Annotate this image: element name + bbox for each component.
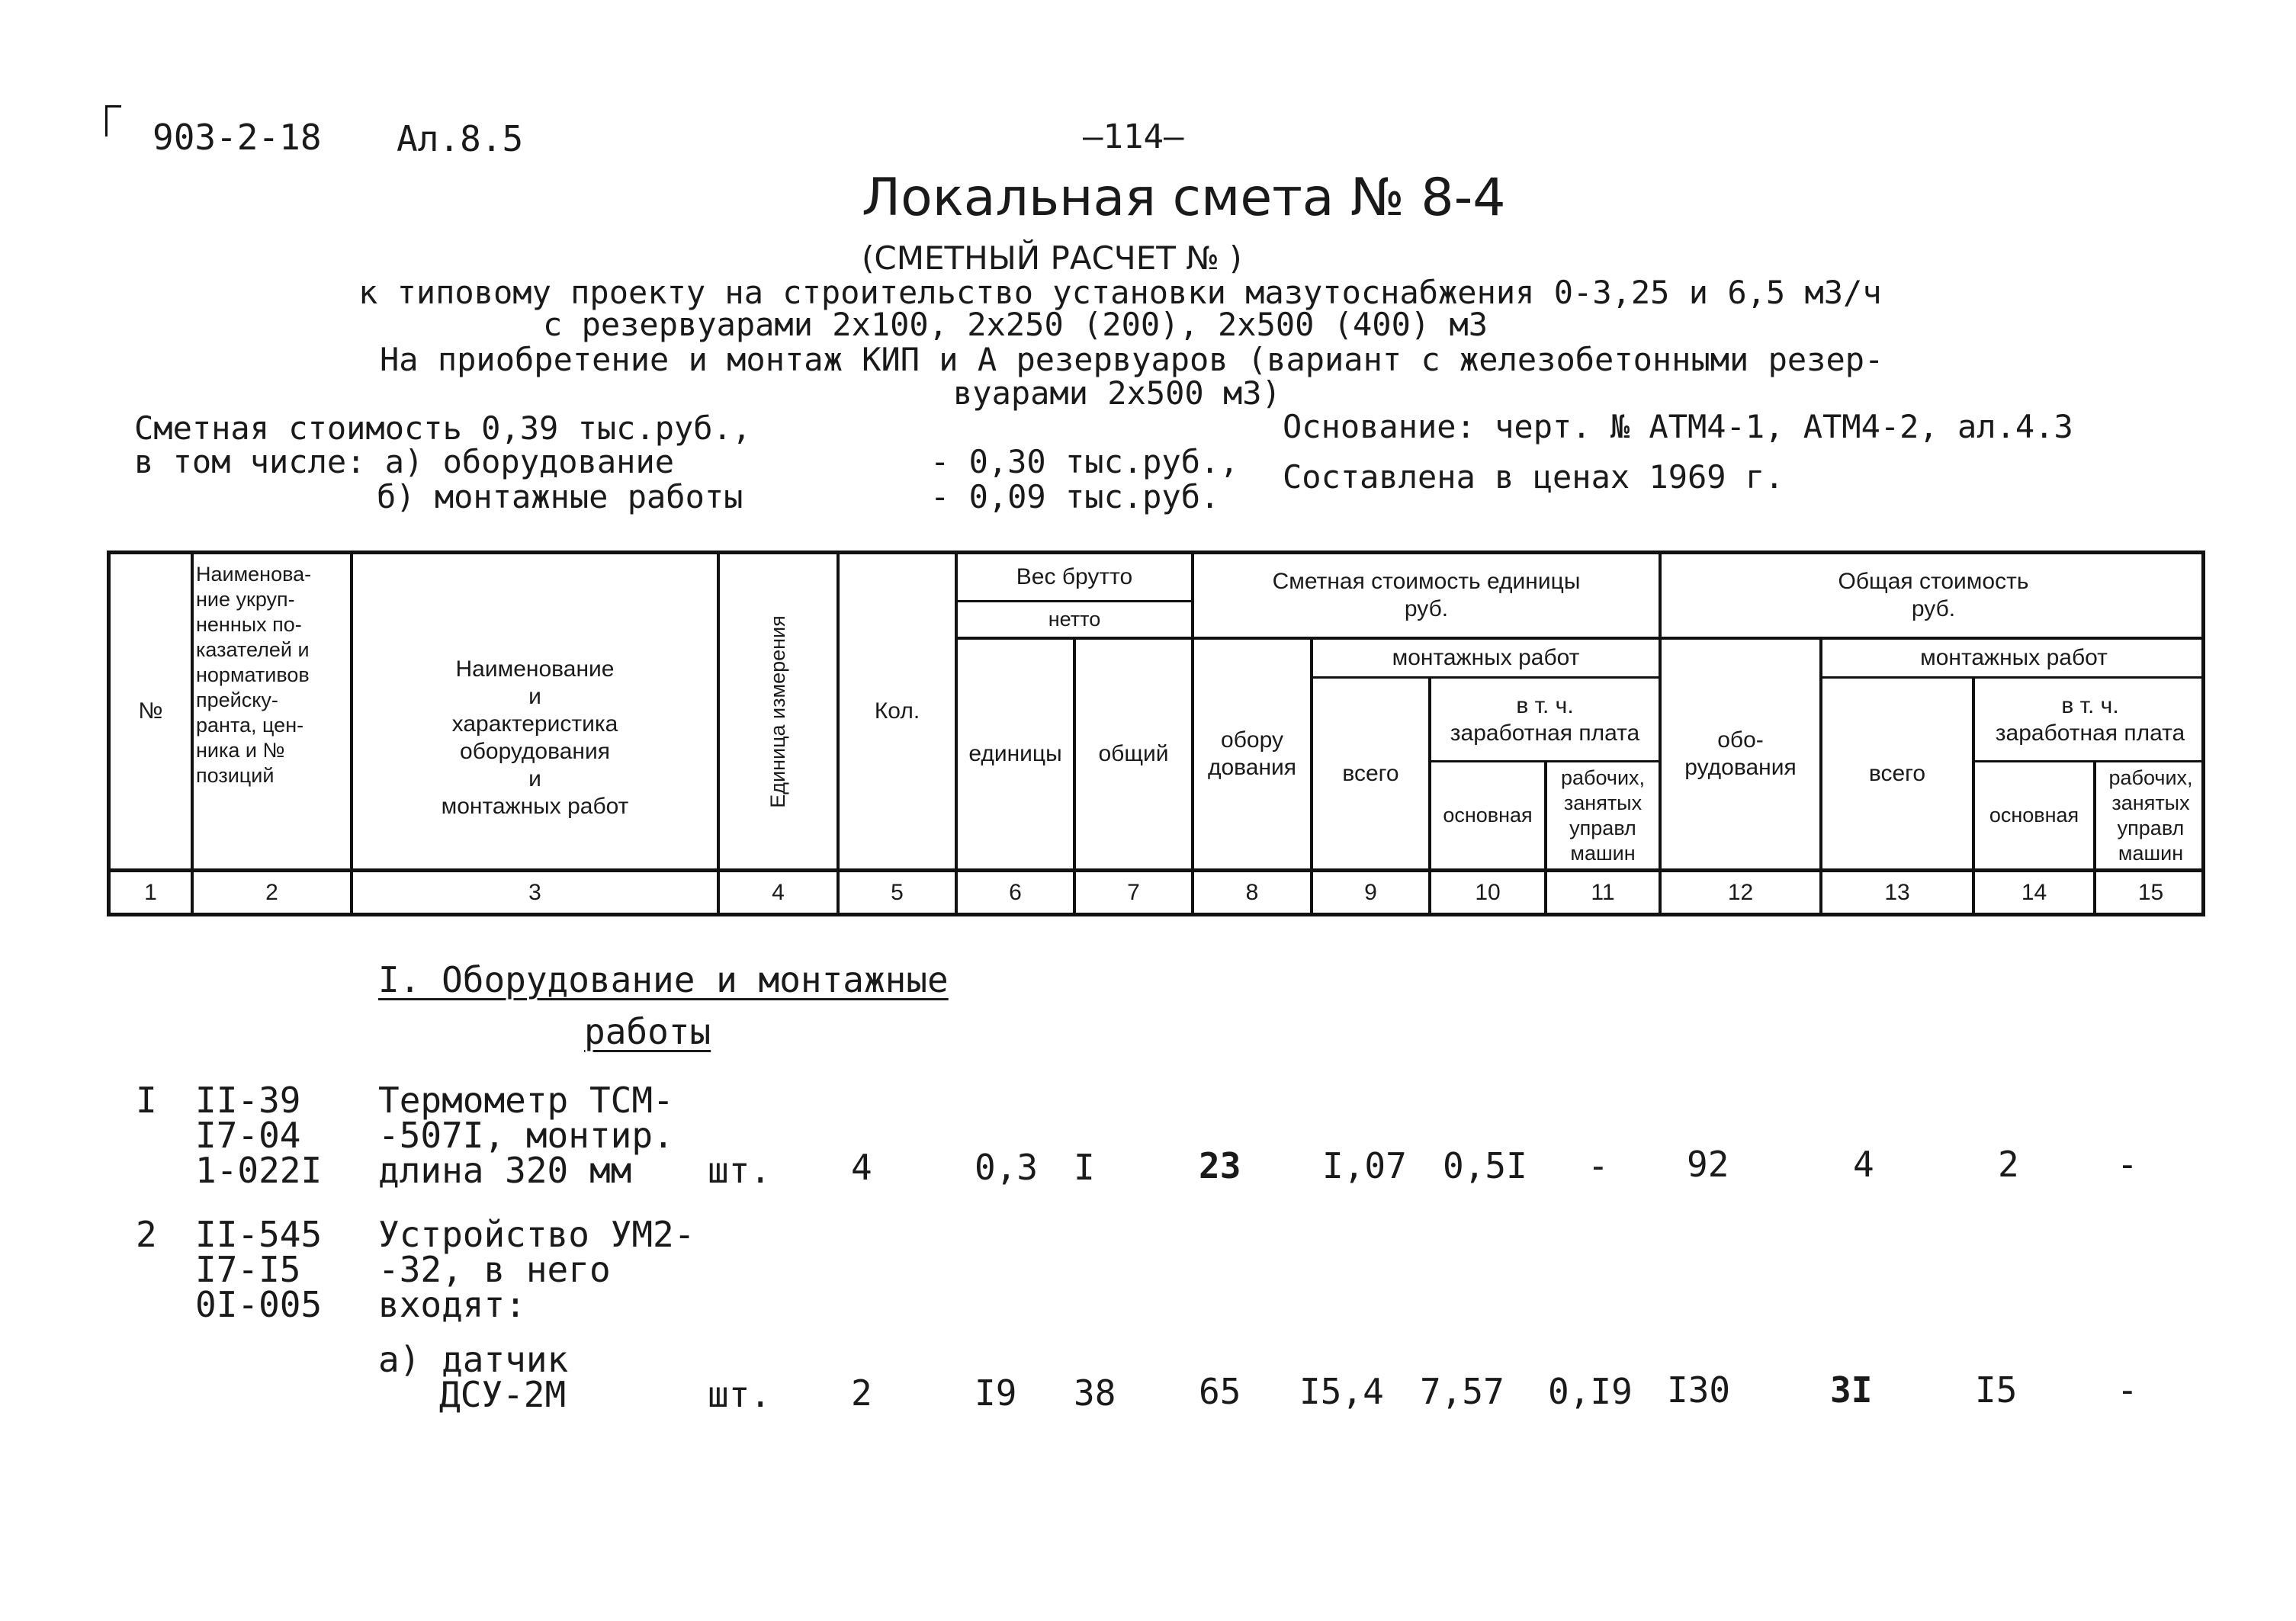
- norm-header-line: прейску-: [196, 689, 278, 711]
- row-total-equipment: I30: [1667, 1369, 1731, 1411]
- description-line-4: вуарами 2х500 м3): [953, 374, 1281, 412]
- col-index: 10: [1475, 879, 1501, 905]
- total-cost-header: Общая стоимость: [1838, 569, 2029, 594]
- estimated-cost: Сметная стоимость 0,39 тыс.руб.,: [134, 409, 752, 447]
- machine-workers2-header: рабочих,: [2108, 766, 2193, 789]
- col-index: 11: [1591, 879, 1615, 905]
- mounting-header: монтажных работ: [1392, 645, 1580, 670]
- row-total-machines: -: [2117, 1369, 2138, 1411]
- unit-cost-currency: руб.: [1404, 596, 1449, 621]
- col-index: 1: [144, 879, 157, 905]
- col-index: 7: [1127, 879, 1140, 905]
- row-code-line: II-545: [195, 1214, 323, 1255]
- row-cost-mounting: I5,4: [1299, 1371, 1384, 1412]
- col-index: 14: [2021, 879, 2047, 905]
- norm-header-line: Наименова-: [196, 563, 312, 586]
- basic-salary-header: основная: [1443, 804, 1533, 827]
- col-index: 3: [528, 879, 541, 905]
- mounting-works: б) монтажные работы: [377, 478, 743, 515]
- equipment-header: обору: [1221, 727, 1283, 753]
- row-code-line: I7-04: [195, 1115, 301, 1156]
- row-total-basic: I5: [1975, 1369, 2018, 1411]
- machine-workers-header: занятых: [1563, 791, 1643, 814]
- weight-net-header: нетто: [1048, 608, 1101, 631]
- section-title: I. Оборудование и монтажные: [378, 959, 949, 1000]
- norm-header-line: ника и №: [196, 739, 285, 762]
- row-name-line: длина 320 мм: [378, 1150, 632, 1191]
- row-qty: 4: [851, 1147, 872, 1188]
- salary2-header: заработная плата: [1995, 720, 2185, 746]
- row-code-line: 0I-005: [195, 1284, 323, 1325]
- row-total-equipment: 92: [1687, 1144, 1729, 1185]
- row-weight-total: I: [1074, 1147, 1095, 1188]
- row-weight-total: 38: [1074, 1372, 1116, 1414]
- row-cost-machines: -: [1588, 1145, 1609, 1186]
- norm-header-line: ранта, цен-: [196, 714, 304, 737]
- total-cost-currency: руб.: [1911, 596, 1956, 621]
- row-code-line: 1-022I: [195, 1150, 323, 1191]
- col-index: 4: [772, 879, 785, 905]
- row-code-line: I7-I5: [195, 1249, 301, 1290]
- weight-total-header: общий: [1098, 741, 1169, 766]
- total2-header: всего: [1868, 760, 1926, 786]
- album-number: Ал.8.5: [397, 118, 524, 159]
- col-index: 5: [891, 879, 904, 905]
- col-index: 9: [1364, 879, 1377, 905]
- norm-header-line: позиций: [196, 764, 275, 787]
- machine-workers2-header: управл: [2117, 816, 2185, 839]
- machine-workers2-header: машин: [2118, 841, 2184, 865]
- row-total-machines: -: [2117, 1144, 2138, 1185]
- name-header-line: и: [528, 684, 541, 709]
- qty-header: Кол.: [874, 698, 920, 724]
- col-index: 13: [1884, 879, 1910, 905]
- machine-workers-header: рабочих,: [1560, 766, 1646, 789]
- equipment2-header: обо-: [1717, 727, 1764, 753]
- page-subtitle: (СМЕТНЫЙ РАСЧЕТ № ): [862, 239, 1242, 277]
- row-name-line: -32, в него: [378, 1249, 611, 1290]
- subrow-name-line: а) датчик: [378, 1339, 569, 1380]
- norm-header-line: ненных по-: [196, 613, 302, 636]
- col-index: 8: [1245, 879, 1259, 905]
- description-line-3: На приобретение и монтаж КИП и А резервуаров (вариант с железобетонными резер-: [380, 341, 1884, 378]
- unit-header: Единица измерения: [766, 615, 790, 808]
- norm-header-line: нормативов: [196, 663, 310, 686]
- row-name-line: Устройство УМ2-: [378, 1214, 695, 1255]
- row-code-line: II-39: [195, 1080, 301, 1121]
- machine-workers-header: машин: [1570, 841, 1636, 865]
- col-index: 6: [1009, 879, 1022, 905]
- row-cost-equipment: 23: [1199, 1145, 1241, 1186]
- col-index: 15: [2137, 879, 2164, 905]
- weight-unit-header: единицы: [968, 741, 1062, 766]
- total-header: всего: [1342, 760, 1399, 786]
- row-cost-basic: 0,5I: [1443, 1145, 1527, 1186]
- page-number: —114—: [1083, 117, 1184, 156]
- row-cost-mounting: I,07: [1322, 1145, 1407, 1186]
- name-header-line: Наименование: [455, 656, 615, 682]
- name-header-line: монтажных работ: [441, 794, 629, 819]
- basis-line: Основание: черт. № АТМ4-1, АТМ4-2, ал.4.3: [1283, 408, 2073, 445]
- equipment2-header: рудования: [1684, 755, 1797, 780]
- row-number: I: [136, 1080, 157, 1121]
- incl2-header: в т. ч.: [2061, 692, 2119, 718]
- weight-header: Вес брутто: [1016, 564, 1133, 589]
- row-total-basic: 2: [1998, 1144, 2019, 1185]
- col-number-header: №: [138, 698, 163, 724]
- equipment-header: дования: [1207, 755, 1297, 780]
- col-index: 2: [265, 879, 278, 905]
- row-cost-basic: 7,57: [1420, 1371, 1504, 1412]
- section-number-title: [378, 959, 949, 1000]
- row-name-line: входят:: [378, 1284, 526, 1325]
- row-weight-unit: 0,3: [975, 1147, 1039, 1188]
- row-number: 2: [136, 1214, 157, 1255]
- norm-header-line: ние укруп-: [196, 588, 295, 611]
- unit-cost-header: Сметная стоимость единицы: [1272, 569, 1581, 594]
- machine-workers2-header: занятых: [2111, 791, 2190, 814]
- row-name-line: Термометр ТСМ-: [378, 1080, 674, 1121]
- prices-line: Составлена в ценах 1969 г.: [1283, 458, 1784, 496]
- row-total-mounting: 4: [1853, 1144, 1874, 1185]
- row-qty: 2: [851, 1372, 872, 1414]
- row-unit: шт.: [708, 1150, 772, 1191]
- equipment-value: - 0,30 тыс.руб.,: [930, 443, 1239, 480]
- norm-header-line: казателей и: [196, 638, 310, 661]
- name-header-line: оборудования: [460, 739, 610, 764]
- doc-code: 903-2-18: [153, 117, 322, 158]
- estimate-table-header: [107, 550, 2205, 916]
- row-cost-machines: 0,I9: [1548, 1371, 1633, 1412]
- row-total-mounting: 3I: [1830, 1369, 1873, 1411]
- salary-header: заработная плата: [1450, 720, 1640, 746]
- basic-salary2-header: основная: [1989, 804, 2079, 827]
- name-header-line: характеристика: [451, 711, 618, 737]
- machine-workers-header: управл: [1569, 816, 1636, 839]
- col-index: 12: [1727, 879, 1754, 905]
- description-line-2: с резервуарами 2х100, 2х250 (200), 2х500 (400) м3: [543, 306, 1488, 343]
- row-name-line: -507I, монтир.: [378, 1115, 674, 1156]
- subrow-name-line: ДСУ-2М: [439, 1374, 567, 1415]
- incl-header: в т. ч.: [1516, 692, 1574, 718]
- mounting2-header: монтажных работ: [1920, 645, 2108, 670]
- row-weight-unit: I9: [975, 1372, 1017, 1414]
- corner-mark: [105, 105, 121, 136]
- description-line-1: к типовому проекту на строительство установки мазутоснабжения 0-3,25 и 6,5 м3/ч: [358, 274, 1882, 311]
- section-title-cont: работы: [584, 1011, 711, 1052]
- page-title: Локальная смета № 8-4: [862, 168, 1506, 228]
- row-unit: шт.: [708, 1374, 772, 1415]
- including-equipment: в том числе: а) оборудование: [134, 443, 675, 480]
- mounting-value: - 0,09 тыс.руб.: [930, 478, 1220, 515]
- name-header-line: и: [528, 766, 541, 791]
- row-cost-equipment: 65: [1199, 1371, 1241, 1412]
